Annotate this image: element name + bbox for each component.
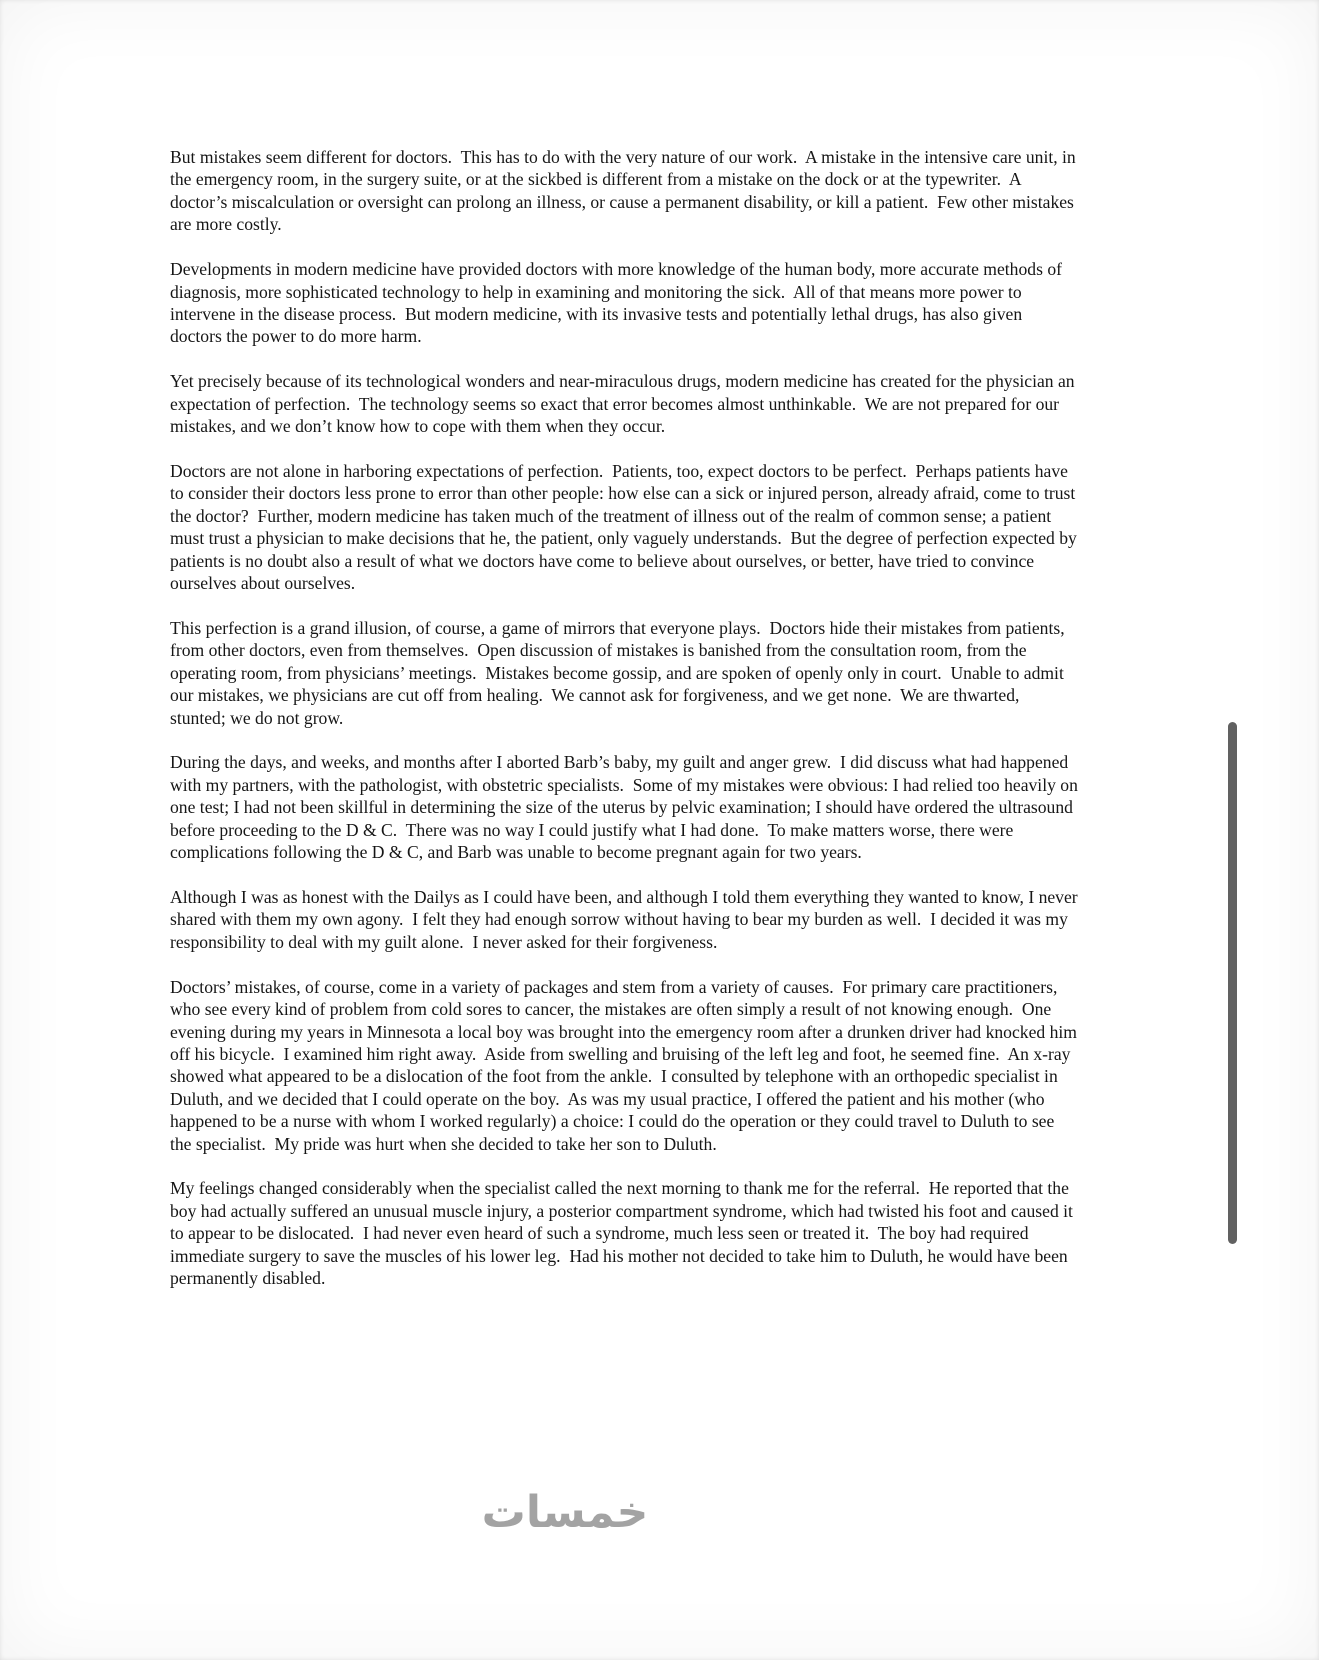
paragraph-3: Yet precisely because of its technological wonders and near-miraculous drugs, modern medicine has created for the physician an expectation of perfection. The technology seems so exact that error becomes almost unthinkable. We are not prepared for our mistakes, and we don’t know how to cope with them when they occur. [170,371,1080,437]
paragraph-8: Doctors’ mistakes, of course, come in a variety of packages and stem from a variety of causes. For primary care practitioners, who see every kind of problem from cold sores to cancer, the mistakes are often simply a result of not knowing enough. One evening during my years in Minnesota a local boy was brought into the emergency room after a drunken driver had knocked him off his bicycle. I examined him right away. Aside from swelling and bruising of the left leg and foot, he seemed fine. An x-ray showed what appeared to be a dislocation of the foot from the ankle. I consulted by telephone with an orthopedic specialist in Duluth, and we decided that I could operate on the boy. As was my usual practice, I offered the patient and his mother (who happened to be a nurse with whom I worked regularly) a choice: I could do the operation or they could travel to Duluth to see the specialist. My pride was hurt when she decided to take her son to Duluth. [170,976,1082,1154]
watermark-text: خمسات [481,1487,649,1538]
paragraph-4: Doctors are not alone in harboring expectations of perfection. Patients, too, expect doctors to be perfect. Perhaps patients have to consider their doctors less prone to error than other people: how else can a sick or injured person, already afraid, come to trust the doctor? Further, modern medicine has taken much of the treatment of illness out of the realm of common sense; a patient must trust a physician to make decisions that he, the patient, only vaguely understands. But the degree of perfection expected by patients is no doubt also a result of what we doctors have come to believe about ourselves, or better, have tried to convince ourselves about ourselves. [170,460,1082,593]
paragraph-7: Although I was as honest with the Dailys as I could have been, and although I told them everything they wanted to know, I never shared with them my own agony. I felt they had enough sorrow without having to bear my burden as well. I decided it was my responsibility to deal with my guilt alone. I never asked for their forgiveness. [170,886,1083,952]
paragraph-9: My feelings changed considerably when the specialist called the next morning to thank me for the referral. He reported that the boy had actually suffered an unusual muscle injury, a posterior compartment syndrome, which had twisted his foot and caused it to appear to be dislocated. I had never even heard of such a syndrome, much less seen or treated it. The boy had required immediate surgery to save the muscles of his lower leg. Had his mother not decided to take him to Duluth, he would have been permanently disabled. [170,1178,1078,1289]
scrollbar-thumb[interactable] [1228,722,1237,1244]
document-text [170,146,1083,1312]
paragraph-1: But mistakes seem different for doctors. This has to do with the very nature of our work. A mistake in the intensive care unit, in the emergency room, in the surgery suite, or at the sickbed is different from a mistake on the dock or at the typewriter. A doctor’s miscalculation or oversight can prolong an illness, or cause a permanent disability, or kill a patient. Few other mistakes are more costly. [170,147,1081,235]
paragraph-5: This perfection is a grand illusion, of course, a game of mirrors that everyone plays. Doctors hide their mistakes from patients, from other doctors, even from themselves. Open discussion of mistakes is banished from the consultation room, from the operating room, from physicians’ meetings. Mistakes become gossip, and are spoken of openly only in court. Unable to admit our mistakes, we physicians are cut off from healing. We cannot ask for forgiveness, and we get none. We are thwarted, stunted; we do not grow. [170,617,1069,728]
paragraph-6: During the days, and weeks, and months after I aborted Barb’s baby, my guilt and anger grew. I did discuss what had happened with my partners, with the pathologist, with obstetric specialists. Some of my mistakes were obvious: I had relied too heavily on one test; I had not been skillful in determining the size of the uterus by pelvic examination; I should have ordered the ultrasound before proceeding to the D & C. There was no way I could justify what I had done. To make matters worse, there were complications following the D & C, and Barb was unable to become pregnant again for two years. [170,752,1083,863]
paragraph-2: Developments in modern medicine have provided doctors with more knowledge of the human body, more accurate methods of diagnosis, more sophisticated technology to help in examining and monitoring the sick. All of that means more power to intervene in the disease process. But modern medicine, with its invasive tests and potentially lethal drugs, has also given doctors the power to do more harm. [170,259,1067,347]
